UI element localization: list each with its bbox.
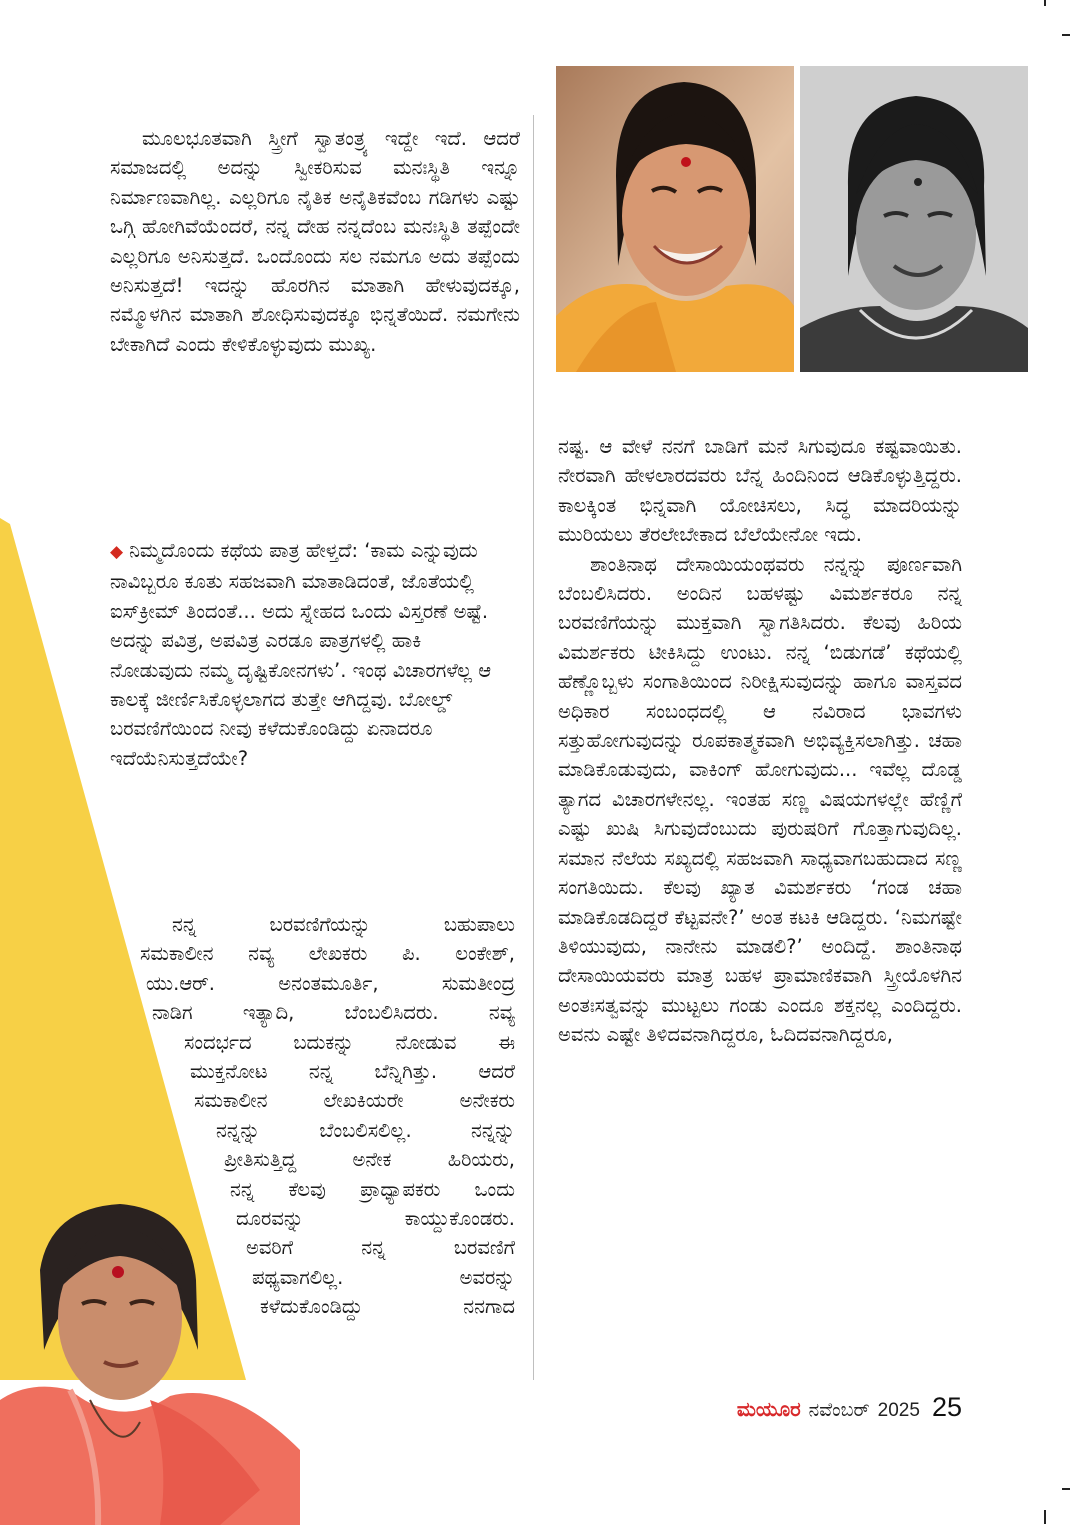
author-photo-bw	[800, 66, 1028, 372]
page-footer	[737, 1392, 962, 1423]
answer-line: ನನ್ನ ಕೆಲವು ಪ್ರಾಧ್ಯಾಪಕರು ಒಂದು	[230, 1177, 515, 1201]
answer-line: ದೂರವನ್ನು ಕಾಯ್ದುಕೊಂಡರು.	[236, 1207, 515, 1231]
column-divider	[533, 115, 534, 1380]
answer-line: ಪ್ರೀತಿಸುತ್ತಿದ್ದ ಅನೇಕ ಹಿರಿಯರು,	[224, 1148, 515, 1172]
answer-line: ಸಮಕಾಲೀನ ಲೇಖಕಿಯರೇ ಅನೇಕರು	[194, 1089, 515, 1113]
answer-line: ಪಥ್ಯವಾಗಲಿಲ್ಲ. ಅವರನ್ನು	[252, 1265, 515, 1289]
issue-year: 2025	[877, 1400, 920, 1421]
answer-line: ಕಳೆದುಕೊಂಡಿದ್ದು ನನಗಾದ	[260, 1295, 515, 1319]
answer-line: ನಾಡಿಗ ಇತ್ಯಾದಿ, ಬೆಂಬಲಿಸಿದರು. ನವ್ಯ	[152, 1001, 515, 1025]
right-column	[558, 432, 962, 1050]
question-text: ನಿಮ್ಮದೊಂದು ಕಥೆಯ ಪಾತ್ರ ಹೇಳ್ತದೆ: ‘ಕಾಮ ಎನ್ನುವುದು ನಾವಿಬ್ಬರೂ ಕೂತು ಸಹಜವಾಗಿ ಮಾತಾಡಿದಂತೆ, ಜೊತೆಯಲ್ಲಿ ಐಸ್‌ಕ್ರೀಮ್ ತಿಂದಂತೆ... ಅದು ಸ್ನೇಹದ ಒಂದು ವಿಸ್ತರಣೆ ಅಷ್ಟೆ. ಅದನ್ನು ಪವಿತ್ರ, ಅಪವಿತ್ರ ಎರಡೂ ಪಾತ್ರಗಳಲ್ಲಿ ಹಾಕಿ ನೋಡುವುದು ನಮ್ಮ ದೃಷ್ಟಿಕೋನಗಳು’. ಇಂಥ ವಿಚಾರಗಳೆಲ್ಲ ಆ ಕಾಲಕ್ಕೆ ಜೀರ್ಣಿಸಿಕೊಳ್ಳಲಾಗದ ತುತ್ತೇ ಆಗಿದ್ದವು. ಬೋಲ್ಡ್ ಬರವಣಿಗೆಯಿಂದ ನೀವು ಕಳೆದುಕೊಂಡಿದ್ದು ಏನಾದರೂ ಇದೆಯೆನಿಸುತ್ತದೆಯೇ?	[110, 539, 492, 770]
magazine-logo: ಮಯೂರ	[736, 1397, 801, 1421]
answer-line: ನನ್ನ ಬರವಣಿಗೆಯನ್ನು ಬಹುಪಾಲು	[172, 913, 515, 936]
answer-line: ನನ್ನನ್ನು ಬೆಂಬಲಿಸಲಿಲ್ಲ. ನನ್ನನ್ನು	[216, 1118, 515, 1142]
answer-line: ಸಮಕಾಲೀನ ನವ್ಯ ಲೇಖಕರು ಪಿ. ಲಂಕೇಶ್,	[140, 942, 515, 966]
answer-line: ಸಂದರ್ಭದ ಬದುಕನ್ನು ನೋಡುವ ಈ	[184, 1030, 515, 1054]
answer-line: ಯು.ಆರ್. ಅನಂತಮೂರ್ತಿ, ಸುಮತೀಂದ್ರ	[146, 971, 515, 995]
issue-month: ನವೆಂಬರ್	[808, 1399, 870, 1421]
diamond-bullet-icon: ◆	[110, 542, 124, 562]
author-photo-color	[556, 66, 794, 372]
page-number: 25	[931, 1392, 962, 1422]
interview-question	[110, 536, 510, 773]
body-paragraph: ಶಾಂತಿನಾಥ ದೇಸಾಯಿಯಂಥವರು ನನ್ನನ್ನು ಪೂರ್ಣವಾಗಿ ಬೆಂಬಲಿಸಿದರು. ಅಂದಿನ ಬಹಳಷ್ಟು ವಿಮರ್ಶಕರೂ ನನ್ನ ಬರವಣಿಗೆಯನ್ನು ಮುಕ್ತವಾಗಿ ಸ್ವಾಗತಿಸಿದರು. ಕೆಲವು ಹಿರಿಯ ವಿಮರ್ಶಕರು ಟೀಕಿಸಿದ್ದು ಉಂಟು. ನನ್ನ ‘ಬಿಡುಗಡೆ’ ಕಥೆಯಲ್ಲಿ ಹೆಣ್ಣೊಬ್ಬಳು ಸಂಗಾತಿಯಿಂದ ನಿರೀಕ್ಷಿಸುವುದನ್ನು ಹಾಗೂ ವಾಸ್ತವದ ಅಧಿಕಾರ ಸಂಬಂಧದಲ್ಲಿ ಆ ನವಿರಾದ ಭಾವಗಳು ಸತ್ತುಹೋಗುವುದನ್ನು ರೂಪಕಾತ್ಮಕವಾಗಿ ಅಭಿವ್ಯಕ್ತಿಸಲಾಗಿತ್ತು. ಚಹಾ ಮಾಡಿಕೊಡುವುದು, ವಾಕಿಂಗ್ ಹೋಗುವುದು... ಇವೆಲ್ಲ ದೊಡ್ಡ ತ್ಯಾಗದ ವಿಚಾರಗಳೇನಲ್ಲ. ಇಂತಹ ಸಣ್ಣ ವಿಷಯಗಳಲ್ಲೇ ಹೆಣ್ಣಿಗೆ ಎಷ್ಟು ಖುಷಿ ಸಿಗುವುದೆಂಬುದು ಪುರುಷರಿಗೆ ಗೊತ್ತಾಗುವುದಿಲ್ಲ. ಸಮಾನ ನೆಲೆಯ ಸಖ್ಯದಲ್ಲಿ ಸಹಜವಾಗಿ ಸಾಧ್ಯವಾಗಬಹುದಾದ ಸಣ್ಣ ಸಂಗತಿಯಿದು. ಕೆಲವು ಖ್ಯಾತ ವಿಮರ್ಶಕರು ‘ಗಂಡ ಚಹಾ ಮಾಡಿಕೊಡದಿದ್ದರೆ ಕೆಟ್ಟವನೇ?’ ಅಂತ ಕಟಕಿ ಆಡಿದ್ದರು. ‘ನಿಮಗಷ್ಟೇ ತಿಳಿಯುವುದು, ನಾನೇನು ಮಾಡಲಿ?’ ಅಂದಿದ್ದೆ. ಶಾಂತಿನಾಥ ದೇಸಾಯಿಯವರು ಮಾತ್ರ ಬಹಳ ಪ್ರಾಮಾಣಿಕವಾಗಿ ಸ್ತ್ರೀಯೊಳಗಿನ ಅಂತಃಸತ್ವವನ್ನು ಮುಟ್ಟಲು ಗಂಡು ಎಂದೂ ಶಕ್ತನಲ್ಲ ಎಂದಿದ್ದರು. ಅವನು ಎಷ್ಟೇ ತಿಳಿದವನಾಗಿದ್ದರೂ, ಓದಿದವನಾಗಿದ್ದರೂ,	[558, 552, 962, 1047]
body-paragraph: ಮೂಲಭೂತವಾಗಿ ಸ್ತ್ರೀಗೆ ಸ್ವಾತಂತ್ರ್ಯ ಇದ್ದೇ ಇದೆ. ಆದರೆ ಸಮಾಜದಲ್ಲಿ ಅದನ್ನು ಸ್ವೀಕರಿಸುವ ಮನಃಸ್ಥಿತಿ ಇನ್ನೂ ನಿರ್ಮಾಣವಾಗಿಲ್ಲ. ಎಲ್ಲರಿಗೂ ನೈತಿಕ ಅನೈತಿಕವೆಂಬ ಗಡಿಗಳು ಎಷ್ಟು ಒಗ್ಗಿ ಹೋಗಿವೆಯೆಂದರೆ, ನನ್ನ ದೇಹ ನನ್ನದೆಂಬ ಮನಃಸ್ಥಿತಿ ತಪ್ಪೆಂದೇ ಎಲ್ಲರಿಗೂ ಅನಿಸುತ್ತದೆ. ಒಂದೊಂದು ಸಲ ನಮಗೂ ಅದು ತಪ್ಪೆಂದು ಅನಿಸುತ್ತದೆ! ಇದನ್ನು ಹೊರಗಿನ ಮಾತಾಗಿ ಹೇಳುವುದಕ್ಕೂ, ನಮ್ಮೊಳಗಿನ ಮಾತಾಗಿ ಶೋಧಿಸುವುದಕ್ಕೂ ಭಿನ್ನತೆಯಿದೆ. ನಮಗೇನು ಬೇಕಾಗಿದೆ ಎಂದು ಕೇಳಿಕೊಳ್ಳುವುದು ಮುಖ್ಯ.	[110, 127, 520, 356]
body-paragraph: ನಷ್ಟ. ಆ ವೇಳೆ ನನಗೆ ಬಾಡಿಗೆ ಮನೆ ಸಿಗುವುದೂ ಕಷ್ಟವಾಯಿತು. ನೇರವಾಗಿ ಹೇಳಲಾರದವರು ಬೆನ್ನ ಹಿಂದಿನಿಂದ ಆಡಿಕೊಳ್ಳುತ್ತಿದ್ದರು. ಕಾಲಕ್ಕಿಂತ ಭಿನ್ನವಾಗಿ ಯೋಚಿಸಲು, ಸಿದ್ಧ ಮಾದರಿಯನ್ನು ಮುರಿಯಲು ತೆರಲೇಬೇಕಾದ ಬೆಲೆಯೇನೋ ಇದು.	[558, 435, 962, 547]
answer-line: ಮುಕ್ತನೋಟ ನನ್ನ ಬೆನ್ನಿಗಿತ್ತು. ಆದರೆ	[190, 1060, 515, 1084]
left-column	[110, 124, 520, 359]
author-portrait-elderly	[0, 1200, 300, 1525]
answer-line: ಅವರಿಗೆ ನನ್ನ ಬರವಣಿಗೆ	[246, 1236, 515, 1260]
